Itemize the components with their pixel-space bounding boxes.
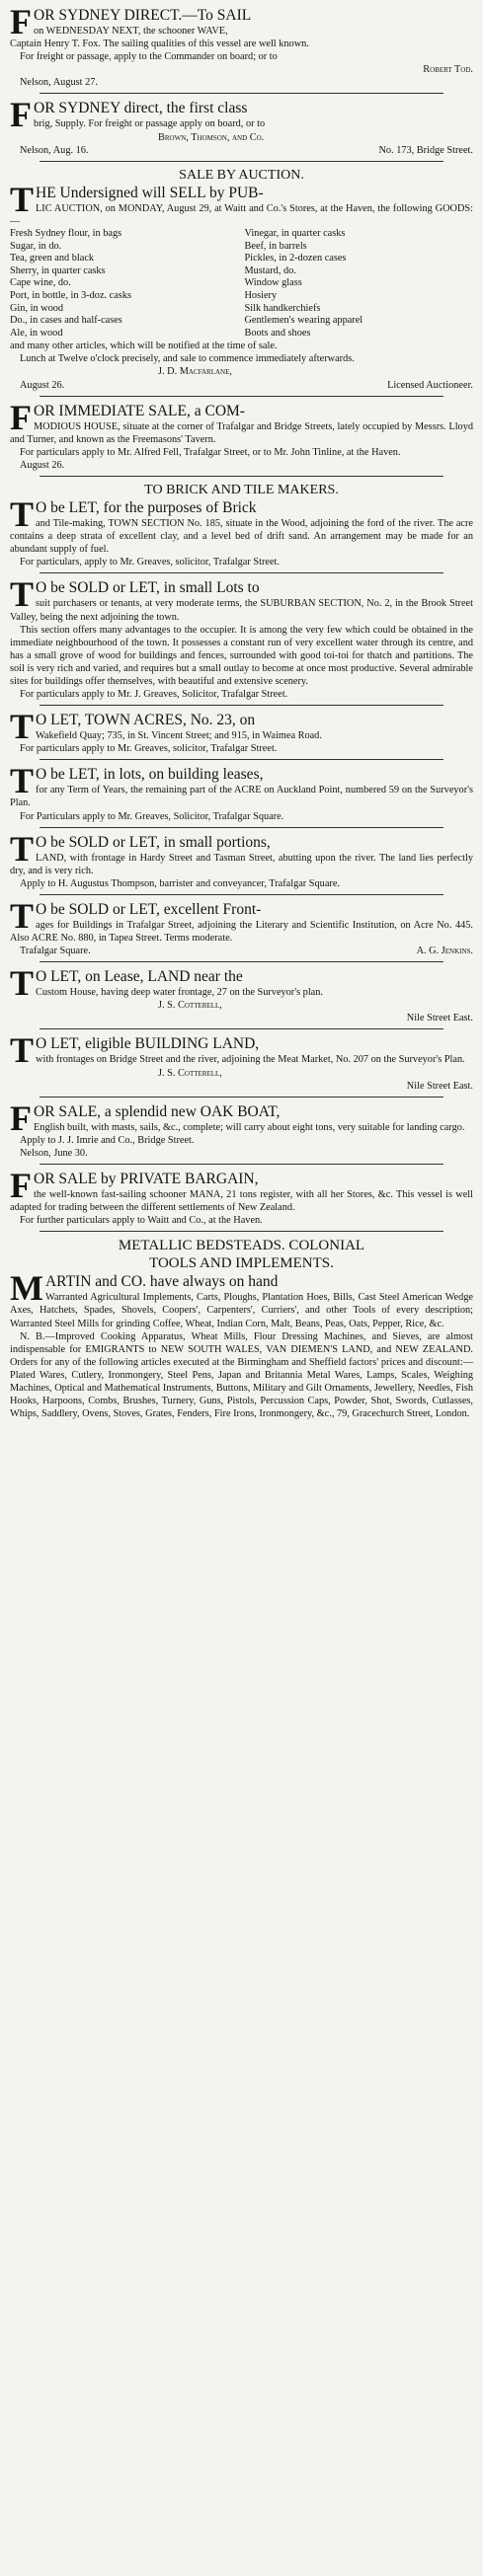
ad-headline: T O LET, TOWN ACRES, No. 23, on xyxy=(10,707,256,747)
ad-body: For particulars apply to Mr. J. Greaves, Solicitor, Trafalgar Street. xyxy=(20,689,288,701)
drop-cap: T xyxy=(10,179,35,219)
divider xyxy=(40,1231,443,1232)
ad-banner: TO BRICK AND TILE MAKERS. xyxy=(144,483,339,498)
ad-body: LAND, with frontage in Hardy Street and Tasman Street, abutting upon the river. The land lies perfectly dry, and is very rich. xyxy=(10,852,473,876)
ad-address: Nile Street East. xyxy=(406,1013,473,1024)
ad-body: with frontages on Bridge Street and the river, adjoining the Meat Market, No. 207 on the Surveyor's Plan. xyxy=(36,1054,465,1066)
ad-body: Warranted Agricultural Implements, Carts, Ploughs, Plantation Hoes, Bills, Cast Steel American Wedge Axes, Hatchets, Spades, Shovels, Coopers', Carpenters', Curriers', and other Tools of every description; Warranted Steel Mills for grinding Coffee, Wheat, Indian Corn, Malt, Beans, Peas, Oats, Pepper, Rice, &c. xyxy=(10,1292,473,1329)
ad-headline: FOR IMMEDIATE SALE, a COM- xyxy=(10,397,245,437)
ad-sydney-wave xyxy=(10,2,473,89)
list-item: Tea, green and black xyxy=(10,253,95,265)
ad-headline: FOR SYDNEY DIRECT.—To SAIL xyxy=(10,2,252,41)
ad-headline: FOR SALE, a splendid new OAK BOAT, xyxy=(10,1098,281,1138)
list-item: Fresh Sydney flour, in bags xyxy=(10,227,122,239)
ad-building-land xyxy=(10,1030,473,1092)
goods-column-left xyxy=(10,228,239,340)
ad-body: suit purchasers or tenants, at very moderate terms, the SUBURBAN SECTION, No. 2, in the Brook Street Valley, being the next adjoining the town. xyxy=(10,598,473,623)
ad-house xyxy=(10,397,473,472)
ad-hardy-street xyxy=(10,828,473,890)
ad-body: the well-known fast-sailing schooner MANA, 21 tons register, with all her Stores, &c. This vessel is well adapted for trading between the different settlements of New Zealand. xyxy=(10,1189,473,1214)
ad-body: For particulars apply to Mr. Greaves, solicitor, Trafalgar Street. xyxy=(20,743,278,755)
divider xyxy=(40,827,443,828)
ad-signature: Robert Tod. xyxy=(423,64,473,76)
ad-body: Apply to H. Augustus Thompson, barrister and conveyancer, Trafalgar Square. xyxy=(20,877,340,889)
ad-footer: August 26. Licensed Auctioneer. xyxy=(20,379,473,391)
ad-body: For further particulars apply to Waitt and Co., at the Haven. xyxy=(20,1215,263,1227)
ad-headline: T O LET, eligible BUILDING LAND, xyxy=(10,1030,260,1071)
ad-date: August 26. xyxy=(20,459,65,471)
divider xyxy=(40,1164,443,1165)
ad-auction xyxy=(10,167,473,392)
goods-column-right xyxy=(245,228,474,340)
ad-body: For particulars apply to Mr. Alfred Fell, Trafalgar Street, or to Mr. John Tinline, at the Haven. xyxy=(20,446,401,458)
ad-banner: SALE BY AUCTION. xyxy=(179,167,304,183)
list-item: Boots and shoes xyxy=(244,327,311,339)
drop-cap: F xyxy=(10,397,32,437)
divider xyxy=(40,1028,443,1029)
ad-lease-land xyxy=(10,963,473,1024)
list-item: Gentlemen's wearing apparel xyxy=(244,315,363,327)
list-item: Gin, in wood xyxy=(10,302,64,314)
ad-signature: Brown, Thomson, and Co. xyxy=(158,131,265,143)
ad-body: Apply to J. J. Imrie and Co., Bridge Street. xyxy=(20,1134,195,1146)
list-item: Pickles, in 2-dozen cases xyxy=(244,253,347,265)
divider xyxy=(40,705,443,706)
ad-body: on WEDNESDAY NEXT, the schooner WAVE, xyxy=(34,26,228,37)
ad-headline: T O be SOLD or LET, excellent Front- xyxy=(10,895,262,936)
ad-headline: T O LET, on Lease, LAND near the xyxy=(10,963,243,1004)
ad-date: Nelson, August 27. xyxy=(20,77,98,89)
ad-mana xyxy=(10,1166,473,1227)
drop-cap: F xyxy=(10,1166,32,1206)
ad-signature: J. D. Macfarlane, xyxy=(158,366,232,378)
ad-headline: T O be LET, in lots, on building leases, xyxy=(10,761,264,801)
ad-body: For particulars, apply to Mr. Greaves, solicitor, Trafalgar Street. xyxy=(20,557,280,568)
divider xyxy=(40,161,443,162)
ad-body: LIC AUCTION, on MONDAY, August 29, at Waitt and Co.'s Stores, at the Haven, the following GOODS:— xyxy=(10,202,473,227)
list-item: Port, in bottle, in 3-doz. casks xyxy=(10,289,131,301)
divider xyxy=(40,894,443,895)
ad-headline: THE Undersigned will SELL by PUB- xyxy=(10,179,264,219)
drop-cap: T xyxy=(10,707,35,747)
ad-suburban xyxy=(10,574,473,701)
list-item: Do., in cases and half-cases xyxy=(10,315,122,327)
drop-cap: F xyxy=(10,1098,32,1138)
goods-list xyxy=(10,228,473,340)
divider xyxy=(40,396,443,397)
divider xyxy=(40,93,443,94)
drop-cap: T xyxy=(10,828,35,869)
ad-body: Captain Henry T. Fox. The sailing qualities of this vessel are well known. xyxy=(10,38,309,50)
ad-headline: T O be SOLD or LET, in small portions, xyxy=(10,828,271,869)
drop-cap: T xyxy=(10,761,35,801)
ad-title: METALLIC BEDSTEADS. COLONIAL xyxy=(118,1238,365,1254)
ad-body: For Particulars apply to Mr. Greaves, Solicitor, Trafalgar Square. xyxy=(20,810,284,822)
ad-headline: T O be SOLD or LET, in small Lots to xyxy=(10,574,260,615)
ad-headline: FOR SALE by PRIVATE BARGAIN, xyxy=(10,1166,259,1206)
divider xyxy=(40,572,443,573)
ad-body: and many other articles, which will be notified at the time of sale. xyxy=(10,341,278,352)
ad-headline: MARTIN and CO. have always on hand xyxy=(10,1268,279,1309)
divider xyxy=(40,1097,443,1098)
list-item: Sherry, in quarter casks xyxy=(10,265,106,276)
ad-footer: Nelson, Aug. 16. No. 173, Bridge Street. xyxy=(20,144,473,156)
ad-oak-boat xyxy=(10,1098,473,1160)
drop-cap: F xyxy=(10,95,32,135)
ad-address: Nile Street East. xyxy=(406,1080,473,1092)
ad-body: MODIOUS HOUSE, situate at the corner of Trafalgar and Bridge Streets, lately occupied by Messrs. Lloyd and Turner, and known as the Freemasons' Tavern. xyxy=(10,420,473,445)
divider xyxy=(40,759,443,760)
ad-body: English built, with masts, sails, &c., complete; will carry about eight tons, very suitable for landing cargo. xyxy=(34,1121,465,1133)
ad-sydney-supply xyxy=(10,95,473,156)
list-item: Beef, in barrels xyxy=(244,240,307,252)
ad-body: brig, Supply. For freight or passage apply on board, or to xyxy=(34,118,266,130)
ad-date: Nelson, June 30. xyxy=(20,1147,88,1159)
ad-body: N. B.—Improved Cooking Apparatus, Wheat Mills, Flour Dressing Machines, and Sieves, are almost indispensable for EMIGRANTS to NEW SOUTH WALES, VAN DIEMEN'S LAND, and NEW ZEALAND. Orders for any of the following articles executed at the Birmingham and Sheffield factors' prices and discount:—Plated Wares, Cutlery, Ironmongery, Steel Pens, Japan and Britannia Metal Wares, Lamps, Scales, Weighing Machines, Optical and Mathematical Instruments, Buttons, Military and Gilt Ornaments, Jewellery, Needles, Fish Hooks, Harpoons, Combs, Brushes, Turnery, Guns, Pistols, Percussion Caps, Powder, Shot, Swords, Cutlasses, Whips, Saddlery, Ovens, Stoves, Grates, Fenders, Fire Irons, Ironmongery, &c., 79, Gracechurch Street, London. xyxy=(10,1330,473,1420)
ad-body: for any Term of Years, the remaining part of the ACRE on Auckland Point, numbered 59 on the Surveyor's Plan. xyxy=(10,785,473,809)
list-item: Sugar, in do. xyxy=(10,240,62,252)
drop-cap: T xyxy=(10,494,35,535)
divider xyxy=(40,476,443,477)
list-item: Mustard, do. xyxy=(244,265,296,276)
list-item: Ale, in wood xyxy=(10,327,63,339)
ad-town-acres xyxy=(10,707,473,755)
ad-brick xyxy=(10,482,473,568)
list-item: Silk handkerchiefs xyxy=(244,302,321,314)
drop-cap: T xyxy=(10,963,35,1004)
ad-body: This section offers many advantages to the occupier. It is among the very few which could be obtained in the immediate neighbourhood of the town. It possesses a constant run of very excellent water through its centre, and has a small grove of wood for buildings and fences, surrounded with good toi-toi for thatch and partitions. The soil is very rich and varied, and requires but a small outlay to become at once most productive. Several admirable sites for buildings offer themselves, with beautiful and extensive scenery. xyxy=(10,624,473,687)
ad-body: Custom House, having deep water frontage, 27 on the Surveyor's plan. xyxy=(36,987,323,999)
ad-signature: J. S. Cotterell, xyxy=(158,1000,222,1012)
ad-subtitle: TOOLS AND IMPLEMENTS. xyxy=(149,1255,334,1272)
ad-body: and Tile-making, TOWN SECTION No. 185, situate in the Wood, adjoining the ford of the river. The acre contains a deep strata of excellent clay, and a level bed of drift sand. An arrangement may be made for an abundant supply of fuel. xyxy=(10,518,473,556)
ad-building-leases xyxy=(10,761,473,822)
ad-signature: J. S. Cotterell, xyxy=(158,1067,222,1079)
ad-headline: T O be LET, for the purposes of Brick xyxy=(10,494,257,535)
list-item: Vinegar, in quarter casks xyxy=(244,227,346,239)
ad-body: ages for Buildings in Trafalgar Street, adjoining the Literary and Scientific Institution, on Acre No. 445. Also ACRE No. 880, in Tapea Street. Terms moderate. xyxy=(10,919,473,944)
drop-cap: T xyxy=(10,574,35,615)
ad-headline: FOR SYDNEY direct, the first class xyxy=(10,95,248,135)
ad-frontages xyxy=(10,895,473,957)
ad-footer: Trafalgar Square. A. G. Jenkins. xyxy=(20,946,473,957)
drop-cap: T xyxy=(10,1030,35,1071)
drop-cap: F xyxy=(10,2,32,41)
list-item: Window glass xyxy=(244,277,302,289)
drop-cap: M xyxy=(10,1268,43,1309)
ad-body: For freight or passage, apply to the Commander on board; or to xyxy=(20,51,278,63)
list-item: Cape wine, do. xyxy=(10,277,71,289)
ad-body: Wakefield Quay; 735, in St. Vincent Street; and 915, in Waimea Road. xyxy=(36,730,322,742)
list-item: Hosiery xyxy=(244,289,278,301)
ad-martin xyxy=(10,1237,473,1420)
drop-cap: T xyxy=(10,895,35,936)
divider xyxy=(40,961,443,962)
ad-body: Lunch at Twelve o'clock precisely, and sale to commence immediately afterwards. xyxy=(20,353,355,365)
